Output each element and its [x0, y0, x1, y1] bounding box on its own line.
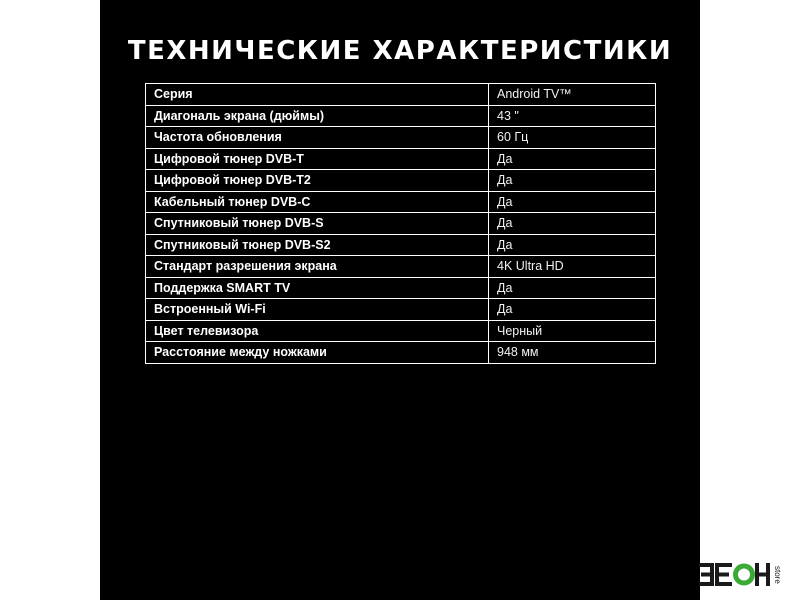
- spec-label: Встроенный Wi-Fi: [146, 299, 489, 321]
- table-row: [146, 277, 656, 299]
- table-row: [146, 299, 656, 321]
- spec-value: Да: [489, 299, 656, 321]
- spec-value: Да: [489, 213, 656, 235]
- spec-label: Диагональ экрана (дюймы): [146, 105, 489, 127]
- spec-value: 948 мм: [489, 342, 656, 364]
- spec-value: Да: [489, 170, 656, 192]
- spec-label: Поддержка SMART TV: [146, 277, 489, 299]
- spec-value: Да: [489, 148, 656, 170]
- table-row: [146, 234, 656, 256]
- spec-label: Спутниковый тюнер DVB-S: [146, 213, 489, 235]
- table-row: [146, 342, 656, 364]
- spec-table: [145, 83, 656, 364]
- table-row: [146, 213, 656, 235]
- spec-label: Цифровой тюнер DVB-T2: [146, 170, 489, 192]
- svg-text:store: store: [773, 566, 782, 584]
- spec-value: 60 Гц: [489, 127, 656, 149]
- page-title: ТЕХНИЧЕСКИЕ ХАРАКТЕРИСТИКИ: [127, 36, 673, 66]
- spec-panel: [100, 0, 700, 600]
- table-row: [146, 84, 656, 106]
- table-row: [146, 256, 656, 278]
- spec-label: Серия: [146, 84, 489, 106]
- spec-value: 43 ": [489, 105, 656, 127]
- spec-label: Кабельный тюнер DVB-C: [146, 191, 489, 213]
- zeon-logo: [697, 558, 797, 592]
- table-row: [146, 191, 656, 213]
- spec-label: Спутниковый тюнер DVB-S2: [146, 234, 489, 256]
- table-row: [146, 148, 656, 170]
- spec-label: Расстояние между ножками: [146, 342, 489, 364]
- spec-label: Цвет телевизора: [146, 320, 489, 342]
- table-row: [146, 127, 656, 149]
- spec-value: Черный: [489, 320, 656, 342]
- spec-value: 4K Ultra HD: [489, 256, 656, 278]
- spec-label: Цифровой тюнер DVB-T: [146, 148, 489, 170]
- spec-value: Да: [489, 191, 656, 213]
- spec-value: Да: [489, 277, 656, 299]
- table-row: [146, 320, 656, 342]
- spec-value: Да: [489, 234, 656, 256]
- spec-label: Частота обновления: [146, 127, 489, 149]
- spec-value: Android TV™: [489, 84, 656, 106]
- table-row: [146, 105, 656, 127]
- table-row: [146, 170, 656, 192]
- spec-label: Стандарт разрешения экрана: [146, 256, 489, 278]
